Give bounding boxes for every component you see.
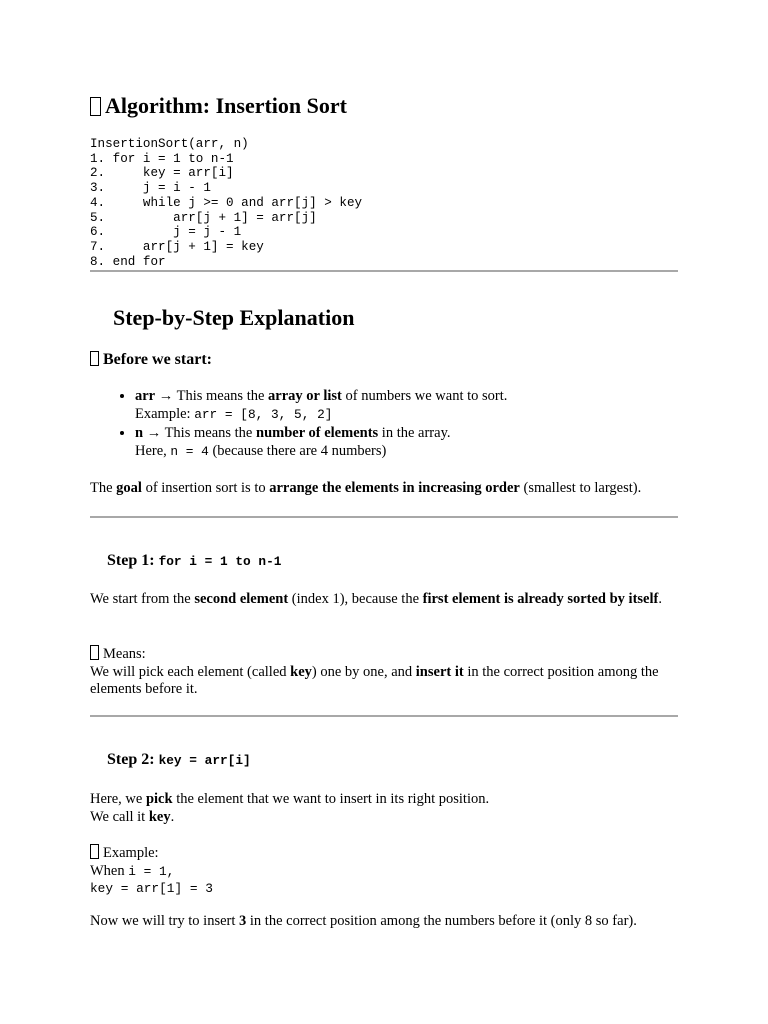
text: in the correct position among the numbers before it (only 8 so far).: [249, 913, 637, 929]
text: We call it: [90, 808, 146, 825]
text: (index 1), because the: [291, 591, 420, 607]
code-line: 8. end for: [90, 254, 166, 269]
missing-glyph-icon: [90, 645, 99, 660]
text-bold: array or list: [268, 388, 342, 404]
text: When: [90, 862, 125, 879]
text: Here,: [135, 442, 167, 459]
text: (smallest to largest).: [523, 480, 642, 496]
missing-glyph-icon: [90, 97, 101, 116]
step-label: Step 2:: [107, 751, 155, 768]
inline-code: key = arr[i]: [158, 753, 251, 768]
code-line: 1. for i = 1 to n-1: [90, 151, 234, 166]
term: arr: [135, 388, 156, 404]
text: in the correct position among the elements before it.: [90, 663, 659, 697]
pseudocode-block: [90, 137, 362, 269]
code-line: 7. arr[j + 1] = key: [90, 239, 264, 254]
text: The: [90, 480, 113, 496]
step-2-final-paragraph: [90, 913, 710, 931]
goal-paragraph: [90, 480, 690, 498]
text-bold: number of elements: [256, 425, 379, 441]
inline-code: i = 1,: [128, 863, 175, 879]
text: ) one by one, and: [311, 663, 413, 680]
inline-code: for i = 1 to n-1: [158, 554, 282, 569]
text: (because there are 4 numbers): [212, 442, 387, 459]
text: .: [658, 591, 662, 607]
step-2-example: [90, 844, 690, 898]
divider: [90, 516, 678, 518]
text-bold: first element is already sorted by itself: [422, 591, 659, 607]
text: Example:: [135, 405, 191, 422]
text: the element that we want to insert in its right position.: [176, 791, 490, 807]
text-bold: key: [290, 663, 312, 680]
step-2-paragraph: [90, 791, 690, 826]
text: Example:: [103, 845, 159, 861]
text-bold: pick: [145, 791, 173, 807]
text-bold: goal: [116, 480, 142, 496]
text: of insertion sort is to: [145, 480, 266, 496]
before-start-heading-text: Before we start:: [103, 351, 212, 368]
text: Now we will try to insert: [90, 913, 236, 929]
before-start-heading: [90, 351, 212, 369]
text: .: [170, 808, 175, 825]
text-bold: key: [148, 808, 171, 825]
step-1-paragraph: [90, 591, 670, 609]
section-heading: Step-by-Step Explanation: [113, 305, 355, 330]
text-bold: second element: [194, 591, 289, 607]
step-label: Step 1:: [107, 552, 155, 569]
arrow-icon: →: [158, 388, 174, 404]
text: of numbers we want to sort.: [345, 388, 508, 404]
missing-glyph-icon: [90, 844, 99, 859]
text-bold: insert it: [415, 663, 464, 680]
list-item: [135, 425, 675, 460]
divider: [90, 715, 678, 717]
text: We start from the: [90, 591, 191, 607]
definitions-list: [90, 388, 675, 462]
missing-glyph-icon: [90, 351, 99, 366]
inline-code: key = arr[1] = 3: [90, 881, 213, 896]
text-bold: arrange the elements in increasing order: [269, 480, 520, 496]
text: in the array.: [381, 425, 451, 441]
code-line: 3. j = i - 1: [90, 181, 211, 196]
step-1-heading: [107, 552, 281, 570]
inline-code: n = 4: [170, 443, 209, 459]
text: We will pick each element (called: [90, 663, 287, 680]
page-title-text: Algorithm: Insertion Sort: [105, 93, 347, 118]
code-line: 6. j = j - 1: [90, 225, 242, 240]
code-line: 2. key = arr[i]: [90, 166, 234, 181]
step-2-heading: [107, 751, 251, 769]
step-1-means: [90, 645, 670, 699]
text: This means the: [176, 388, 265, 404]
code-line: 5. arr[j + 1] = arr[j]: [90, 210, 317, 225]
text-bold: 3: [239, 913, 247, 929]
code-line: 4. while j >= 0 and arr[j] > key: [90, 195, 363, 210]
text: Means:: [103, 646, 146, 662]
text: Here, we: [90, 791, 143, 807]
list-item: [135, 388, 675, 423]
code-line: InsertionSort(arr, n): [90, 137, 249, 151]
divider: [90, 270, 678, 272]
arrow-icon: →: [146, 425, 162, 441]
text: This means the: [164, 425, 253, 441]
page-title: [90, 92, 347, 120]
inline-code: arr = [8, 3, 5, 2]: [194, 406, 333, 422]
term: n: [135, 425, 144, 441]
